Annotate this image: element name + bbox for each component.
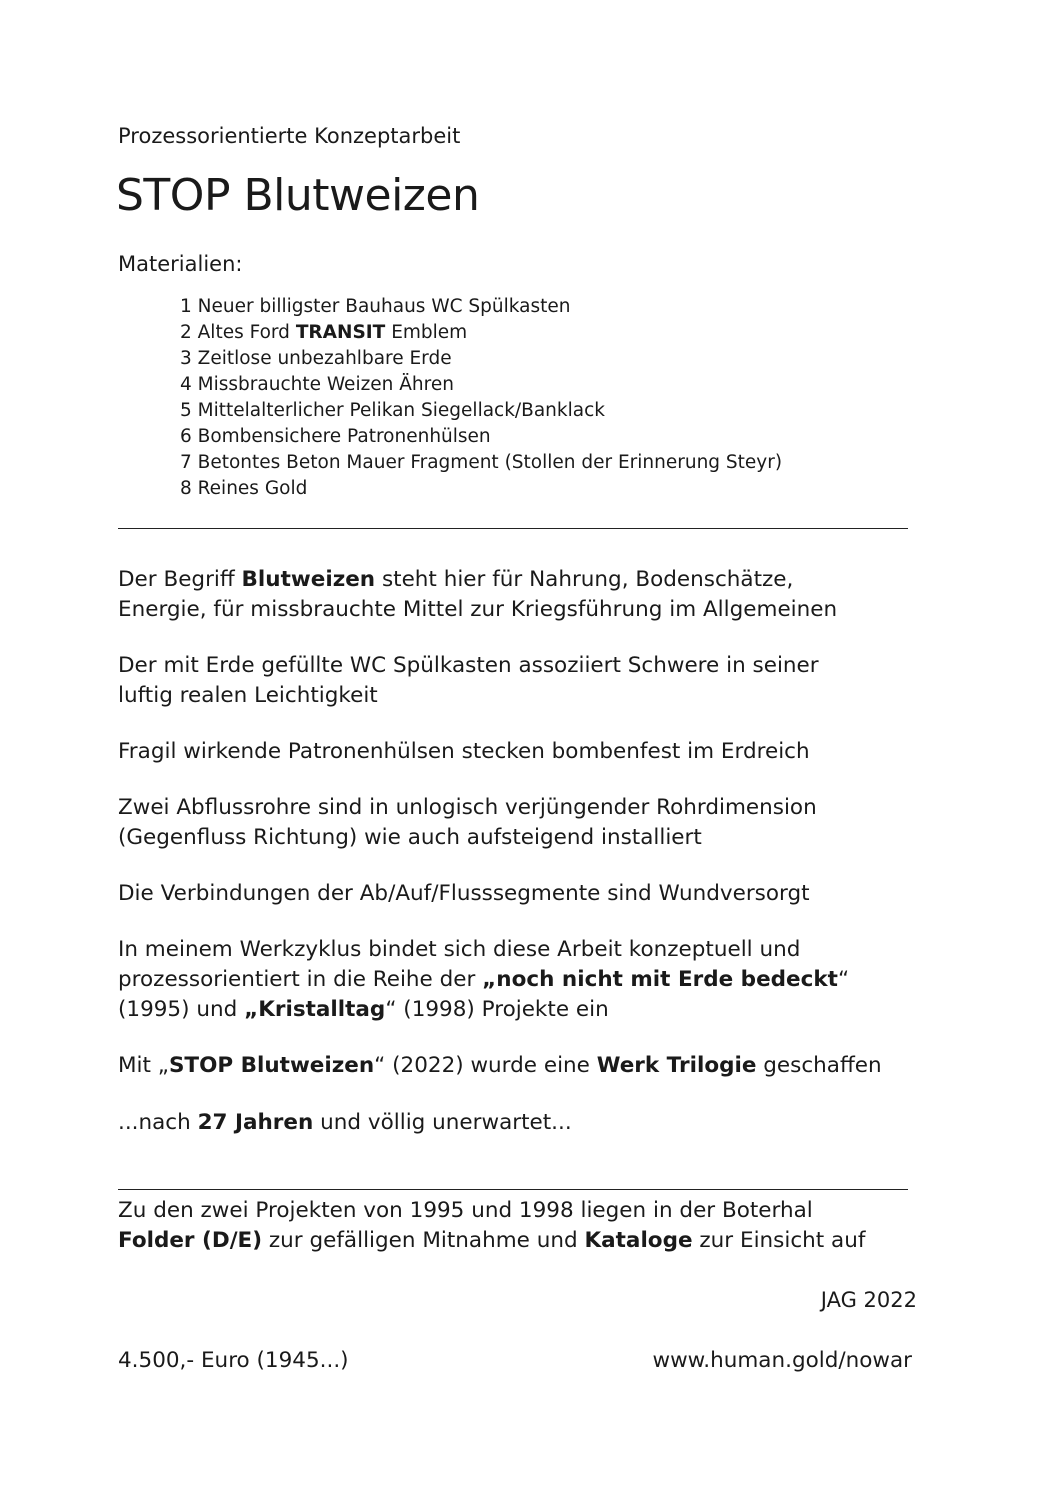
paragraph-abflussrohre: Zwei Abflussrohre sind in unlogisch verjüngender Rohrdimension (Gegenfluss Richtung) wie auch aufsteigend installiert [118, 795, 817, 850]
materials-item: 8 Reines Gold [180, 478, 308, 499]
materials-item: 7 Betontes Beton Mauer Fragment (Stollen der Erinnerung Steyr) [180, 452, 783, 473]
materials-item: 2 Altes Ford TRANSIT Emblem [180, 322, 468, 343]
paragraph-blutweizen: Der Begriff Blutweizen steht hier für Nahrung, Bodenschätze, Energie, für missbrauchte Mittel zur Kriegsführung im Allgemeinen [118, 567, 838, 622]
footer-note: Zu den zwei Projekten von 1995 und 1998 liegen in der Boterhal Folder (D/E) zur gefälligen Mitnahme und Kataloge zur Einsicht auf [118, 1198, 866, 1253]
paragraph-verbindungen: Die Verbindungen der Ab/Auf/Flusssegmente sind Wundversorgt [118, 881, 810, 906]
document-subtitle: Prozessorientierte Konzeptarbeit [118, 124, 461, 148]
website-url: www.human.gold/nowar [652, 1348, 912, 1373]
paragraph-patronenhuelsen: Fragil wirkende Patronenhülsen stecken bombenfest im Erdreich [118, 739, 810, 764]
document-title: STOP Blutweizen [116, 170, 480, 221]
paragraph-werkzyklus: In meinem Werkzyklus bindet sich diese Arbeit konzeptuell und prozessorientiert in die Reihe der „noch nicht mit Erde bedeckt“ (1995) und „Kristalltag“ (1998) Projekte ein [118, 937, 850, 1022]
materials-item: 1 Neuer billigster Bauhaus WC Spülkasten [180, 296, 571, 317]
materials-item: 6 Bombensichere Patronenhülsen [180, 426, 491, 447]
price: 4.500,- Euro (1945...) [118, 1348, 349, 1373]
materials-item: 5 Mittelalterlicher Pelikan Siegellack/Banklack [180, 400, 605, 421]
materials-item: 4 Missbrauchte Weizen Ähren [180, 374, 454, 395]
materials-list [180, 294, 782, 502]
materials-item: 3 Zeitlose unbezahlbare Erde [180, 348, 452, 369]
paragraph-27-jahren: ...nach 27 Jahren und völlig unerwartet... [118, 1110, 572, 1135]
materials-label: Materialien: [118, 252, 243, 276]
divider [118, 1189, 908, 1190]
paragraph-trilogie: Mit „STOP Blutweizen“ (2022) wurde eine Werk Trilogie geschaffen [118, 1053, 882, 1078]
signature: JAG 2022 [820, 1288, 917, 1312]
paragraph-spuelkasten: Der mit Erde gefüllte WC Spülkasten assoziiert Schwere in seiner luftig realen Leichtigkeit [118, 653, 819, 708]
divider [118, 528, 908, 529]
